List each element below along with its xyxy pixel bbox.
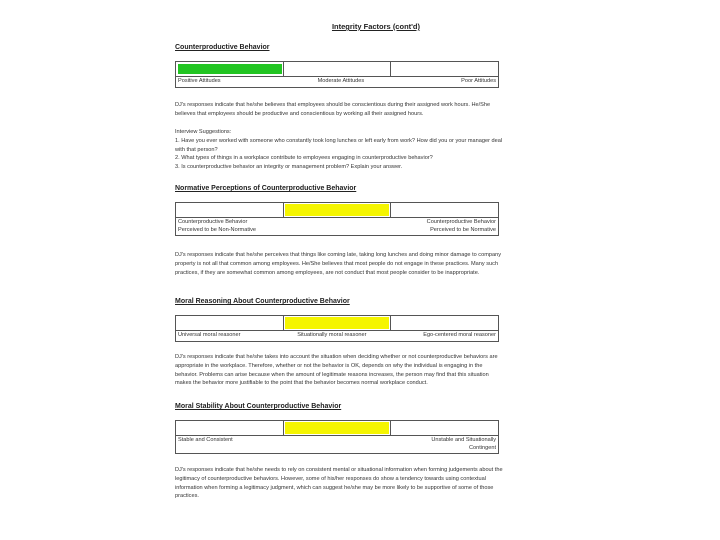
scale-segment bbox=[391, 316, 498, 330]
scale-label-right-line2: Contingent bbox=[468, 444, 496, 451]
scale-label-right-line1: Counterproductive Behavior bbox=[426, 219, 496, 225]
scale-label-right bbox=[431, 437, 496, 452]
scale-label-left: Positive Attitudes bbox=[178, 78, 221, 84]
section-paragraph: DJ's responses indicate that he/she takes into account the situation when deciding whether or not counterproductive behaviors are appropriate in the workplace. Therefore, whether or not the behavior is OK, depends on why the individual is engaging in the behavior. Problems can arise because when the amount of legitimate reasons increases, the person may find that this situation makes the behavior more justifiable to the point that the behavior becomes normal workplace conduct. bbox=[175, 354, 498, 387]
page-title: Integrity Factors (cont'd) bbox=[331, 22, 421, 31]
scale-label-right: Poor Attitudes bbox=[461, 78, 496, 84]
scale-label-left: Stable and Consistent bbox=[178, 437, 233, 443]
section-heading-moral-reasoning: Moral Reasoning About Counterproductive Behavior bbox=[175, 298, 350, 305]
scale-segment bbox=[391, 421, 498, 435]
scale-segment bbox=[176, 62, 284, 76]
scale-labels bbox=[176, 331, 498, 341]
scale-marker-yellow bbox=[285, 422, 390, 434]
interview-item: 1. Have you ever worked with someone who constantly took long lunches or left early from work? How did you or your manager deal with that person? bbox=[175, 137, 503, 153]
scale-labels bbox=[176, 77, 498, 87]
scale-label-right bbox=[427, 219, 496, 234]
scale-bar bbox=[176, 62, 498, 77]
scale-segment bbox=[284, 316, 392, 330]
scale-marker-yellow bbox=[285, 204, 390, 216]
scale-segment bbox=[176, 316, 284, 330]
interview-item: 2. What types of things in a workplace contribute to employees engaging in counterproductive behavior? bbox=[175, 155, 433, 162]
scale-marker-yellow bbox=[285, 317, 390, 329]
section-paragraph: DJ's responses indicate that he/she believes that employees should be conscientious during their assigned work hours. He/She believes that employees should be productive and conscientious by working all their assigned hours. bbox=[175, 102, 491, 117]
scale-segment bbox=[176, 203, 284, 217]
section-heading-normative-perceptions: Normative Perceptions of Counterproductive Behavior bbox=[175, 185, 357, 192]
scale-segment bbox=[391, 62, 498, 76]
scale-segment bbox=[284, 62, 392, 76]
scale-segment bbox=[284, 203, 392, 217]
section-paragraph: DJ's responses indicate that he/she needs to rely on consistent mental or situational information when forming judgements about the legitimacy of counterproductive behaviors. However, some of his/her responses do show a tendency towards using contextual information when forming a legitimacy judgment, which can suggest he/she may be more likely to be supportive of some of those practices. bbox=[175, 467, 503, 500]
scale-bar bbox=[176, 316, 498, 331]
normative-scale bbox=[175, 202, 499, 236]
scale-labels bbox=[176, 218, 498, 235]
scale-label-right: Ego-centered moral reasoner bbox=[423, 332, 496, 338]
scale-label-middle: Moderate Attitudes bbox=[317, 78, 365, 84]
section-paragraph: DJ's responses indicate that he/she perceives that things like coming late, taking long lunches and doing minor damage to company property is not all that common among employees. He/She believes that most people do not engage in these practices. Many such practices, if they are somewhat common among employees, are not conduct that most people consider to be inappropriate. bbox=[175, 252, 502, 276]
interview-heading: Interview Suggestions: bbox=[175, 129, 232, 135]
scale-label-left: Universal moral reasoner bbox=[178, 332, 241, 338]
scale-label-left-line2: Perceived to be Non-Normative bbox=[178, 226, 257, 233]
moral-stability-scale bbox=[175, 420, 499, 454]
scale-label-right-line2: Perceived to be Normative bbox=[430, 226, 496, 233]
interview-suggestions bbox=[175, 128, 503, 172]
scale-label-right-line1: Unstable and Situationally bbox=[431, 437, 496, 443]
section-heading-counterproductive-behavior: Counterproductive Behavior bbox=[175, 44, 270, 51]
scale-segment bbox=[391, 203, 498, 217]
scale-label-middle: Situationally moral reasoner bbox=[297, 332, 367, 338]
moral-reasoning-scale bbox=[175, 315, 499, 342]
scale-segment bbox=[176, 421, 284, 435]
attitude-scale bbox=[175, 61, 499, 88]
scale-bar bbox=[176, 421, 498, 436]
scale-bar bbox=[176, 203, 498, 218]
scale-marker-green bbox=[178, 64, 282, 74]
scale-segment bbox=[284, 421, 392, 435]
scale-label-left-line1: Counterproductive Behavior bbox=[178, 219, 248, 225]
section-heading-moral-stability: Moral Stability About Counterproductive Behavior bbox=[175, 403, 342, 410]
interview-item: 3. Is counterproductive behavior an integrity or management problem? Explain your answer. bbox=[175, 164, 403, 171]
scale-label-left bbox=[178, 219, 256, 234]
scale-labels bbox=[176, 436, 498, 453]
